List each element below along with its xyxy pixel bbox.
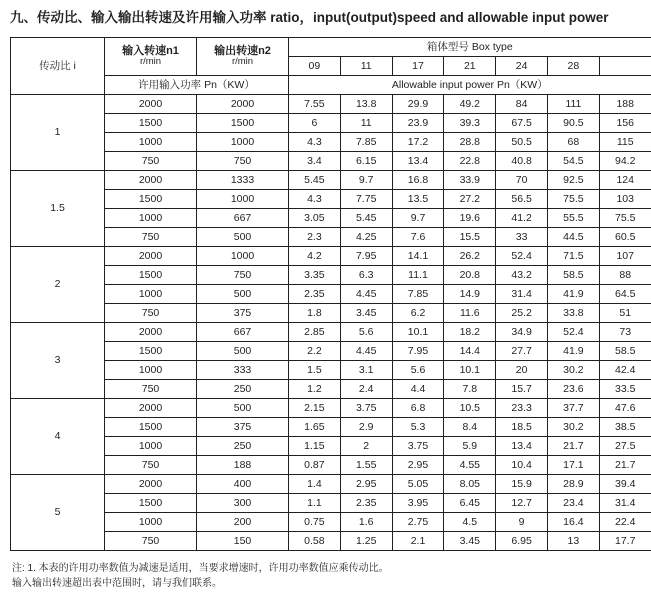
power-cell: 37.7 — [547, 398, 599, 417]
power-cell: 6.15 — [340, 151, 392, 170]
header-row-1 — [11, 37, 651, 56]
output-speed-cell: 500 — [197, 341, 289, 360]
table-row — [11, 436, 651, 455]
power-cell: 6.8 — [392, 398, 444, 417]
power-cell: 5.45 — [289, 170, 341, 189]
output-speed-cell: 667 — [197, 208, 289, 227]
input-speed-cell: 2000 — [105, 94, 197, 113]
power-cell: 23.3 — [496, 398, 548, 417]
output-speed-cell: 750 — [197, 265, 289, 284]
power-cell: 43.2 — [496, 265, 548, 284]
output-speed-cell: 188 — [197, 455, 289, 474]
power-cell: 0.75 — [289, 512, 341, 531]
table-row — [11, 455, 651, 474]
input-speed-cell: 750 — [105, 151, 197, 170]
input-speed-cell: 1500 — [105, 341, 197, 360]
page-title — [10, 10, 645, 27]
output-speed-cell: 333 — [197, 360, 289, 379]
header-box-type-en: Box type — [472, 41, 513, 53]
power-cell: 107 — [599, 246, 651, 265]
power-cell: 2.1 — [392, 531, 444, 550]
input-speed-cell: 2000 — [105, 246, 197, 265]
header-box-type — [289, 37, 651, 56]
power-cell: 22.4 — [599, 512, 651, 531]
note-line-2: 输入输出转速超出表中范围时，请与我们联系。 — [12, 576, 645, 592]
power-cell: 1.8 — [289, 303, 341, 322]
power-cell: 4.45 — [340, 284, 392, 303]
power-cell: 22.8 — [444, 151, 496, 170]
power-cell: 3.45 — [444, 531, 496, 550]
output-speed-cell: 375 — [197, 303, 289, 322]
power-cell: 2.15 — [289, 398, 341, 417]
power-cell: 4.3 — [289, 132, 341, 151]
power-cell: 3.75 — [392, 436, 444, 455]
power-cell: 7.95 — [340, 246, 392, 265]
table-row — [11, 170, 651, 189]
power-cell: 5.05 — [392, 474, 444, 493]
table-row — [11, 398, 651, 417]
table-row — [11, 208, 651, 227]
output-speed-cell: 250 — [197, 436, 289, 455]
power-cell: 3.05 — [289, 208, 341, 227]
power-cell: 5.3 — [392, 417, 444, 436]
header-size-0: 09 — [289, 56, 341, 75]
power-cell: 2.95 — [392, 455, 444, 474]
input-speed-cell: 750 — [105, 379, 197, 398]
power-cell: 2.9 — [340, 417, 392, 436]
power-cell: 9.7 — [340, 170, 392, 189]
power-cell: 6.95 — [496, 531, 548, 550]
power-cell: 30.2 — [547, 417, 599, 436]
power-cell: 6.3 — [340, 265, 392, 284]
power-cell: 14.4 — [444, 341, 496, 360]
power-cell: 39.4 — [599, 474, 651, 493]
table-row — [11, 474, 651, 493]
table-row — [11, 303, 651, 322]
power-cell: 156 — [599, 113, 651, 132]
power-cell: 92.5 — [547, 170, 599, 189]
header-size-2: 17 — [392, 56, 444, 75]
power-cell: 1.25 — [340, 531, 392, 550]
output-speed-cell: 500 — [197, 227, 289, 246]
output-speed-cell: 400 — [197, 474, 289, 493]
power-cell: 115 — [599, 132, 651, 151]
input-speed-cell: 750 — [105, 531, 197, 550]
ratio-cell: 3 — [11, 322, 105, 398]
power-cell: 68 — [547, 132, 599, 151]
header-power-en: Allowable input power Pn（KW） — [289, 75, 651, 94]
input-speed-cell: 2000 — [105, 322, 197, 341]
power-cell: 11 — [340, 113, 392, 132]
header-size-3: 21 — [444, 56, 496, 75]
header-size-5: 28 — [547, 56, 599, 75]
input-speed-cell: 1000 — [105, 284, 197, 303]
power-cell: 34.9 — [496, 322, 548, 341]
power-cell: 188 — [599, 94, 651, 113]
power-cell: 6 — [289, 113, 341, 132]
power-cell: 0.58 — [289, 531, 341, 550]
power-cell: 4.55 — [444, 455, 496, 474]
table-row — [11, 151, 651, 170]
power-cell: 49.2 — [444, 94, 496, 113]
table-header — [11, 37, 651, 94]
power-cell: 41.2 — [496, 208, 548, 227]
input-speed-cell: 1000 — [105, 360, 197, 379]
power-cell: 55.5 — [547, 208, 599, 227]
power-cell: 1.5 — [289, 360, 341, 379]
power-cell: 50.5 — [496, 132, 548, 151]
power-cell: 21.7 — [547, 436, 599, 455]
power-cell: 2 — [340, 436, 392, 455]
power-cell: 8.4 — [444, 417, 496, 436]
power-cell: 67.5 — [496, 113, 548, 132]
power-cell: 111 — [547, 94, 599, 113]
output-speed-cell: 200 — [197, 512, 289, 531]
table-row — [11, 322, 651, 341]
power-cell: 20 — [496, 360, 548, 379]
table-row — [11, 132, 651, 151]
power-cell: 1.65 — [289, 417, 341, 436]
power-cell: 44.5 — [547, 227, 599, 246]
power-cell: 13.8 — [340, 94, 392, 113]
power-cell: 33.8 — [547, 303, 599, 322]
power-cell: 3.75 — [340, 398, 392, 417]
table-row — [11, 265, 651, 284]
input-speed-cell: 1000 — [105, 208, 197, 227]
power-cell: 7.6 — [392, 227, 444, 246]
power-cell: 21.7 — [599, 455, 651, 474]
power-cell: 1.4 — [289, 474, 341, 493]
power-cell: 4.45 — [340, 341, 392, 360]
output-speed-cell: 250 — [197, 379, 289, 398]
header-output-speed — [197, 37, 289, 75]
power-cell: 2.35 — [289, 284, 341, 303]
power-cell: 33.9 — [444, 170, 496, 189]
table-row — [11, 246, 651, 265]
output-speed-cell: 500 — [197, 398, 289, 417]
table-row — [11, 113, 651, 132]
table-row — [11, 284, 651, 303]
power-cell: 1.55 — [340, 455, 392, 474]
power-cell: 5.45 — [340, 208, 392, 227]
power-cell: 41.9 — [547, 341, 599, 360]
header-ratio: 传动比 i — [11, 37, 105, 94]
power-cell: 58.5 — [547, 265, 599, 284]
header-output-speed-cn: 输出转速n2 — [197, 45, 288, 58]
power-cell: 2.3 — [289, 227, 341, 246]
output-speed-cell: 667 — [197, 322, 289, 341]
header-size-1: 11 — [340, 56, 392, 75]
power-cell: 23.4 — [547, 493, 599, 512]
ratio-cell: 5 — [11, 474, 105, 550]
power-cell: 17.1 — [547, 455, 599, 474]
power-cell: 75.5 — [599, 208, 651, 227]
power-cell: 58.5 — [599, 341, 651, 360]
power-cell: 19.6 — [444, 208, 496, 227]
power-cell: 7.85 — [340, 132, 392, 151]
power-cell: 3.4 — [289, 151, 341, 170]
power-cell: 54.5 — [547, 151, 599, 170]
power-cell: 4.2 — [289, 246, 341, 265]
power-cell: 73 — [599, 322, 651, 341]
power-cell: 2.75 — [392, 512, 444, 531]
power-cell: 7.8 — [444, 379, 496, 398]
power-cell: 28.9 — [547, 474, 599, 493]
power-cell: 2.95 — [340, 474, 392, 493]
power-cell: 5.6 — [392, 360, 444, 379]
output-speed-cell: 375 — [197, 417, 289, 436]
power-cell: 30.2 — [547, 360, 599, 379]
power-cell: 7.55 — [289, 94, 341, 113]
power-cell: 8.05 — [444, 474, 496, 493]
power-cell: 1.15 — [289, 436, 341, 455]
header-power-cn: 许用输入功率 Pn（KW） — [105, 75, 289, 94]
power-cell: 10.1 — [392, 322, 444, 341]
power-cell: 17.2 — [392, 132, 444, 151]
power-cell: 13.4 — [496, 436, 548, 455]
power-cell: 51 — [599, 303, 651, 322]
table-row — [11, 189, 651, 208]
power-cell: 20.8 — [444, 265, 496, 284]
power-cell: 27.5 — [599, 436, 651, 455]
power-cell: 4.4 — [392, 379, 444, 398]
power-cell: 94.2 — [599, 151, 651, 170]
power-cell: 7.75 — [340, 189, 392, 208]
power-cell: 42.4 — [599, 360, 651, 379]
power-cell: 3.95 — [392, 493, 444, 512]
output-speed-cell: 2000 — [197, 94, 289, 113]
power-cell: 52.4 — [496, 246, 548, 265]
power-cell: 33 — [496, 227, 548, 246]
power-cell: 23.9 — [392, 113, 444, 132]
page-title-latin: ratio，input(output)speed and allowable input power — [270, 10, 608, 25]
output-speed-cell: 300 — [197, 493, 289, 512]
header-size-4: 24 — [496, 56, 548, 75]
power-cell: 13.5 — [392, 189, 444, 208]
header-input-speed-unit: r/min — [105, 57, 196, 68]
power-cell: 15.5 — [444, 227, 496, 246]
table-row — [11, 417, 651, 436]
power-cell: 4.25 — [340, 227, 392, 246]
power-cell: 56.5 — [496, 189, 548, 208]
power-cell: 29.9 — [392, 94, 444, 113]
power-cell: 41.9 — [547, 284, 599, 303]
power-cell: 84 — [496, 94, 548, 113]
power-cell: 70 — [496, 170, 548, 189]
input-speed-cell: 750 — [105, 303, 197, 322]
header-size-6 — [599, 56, 651, 75]
power-cell: 60.5 — [599, 227, 651, 246]
power-cell: 88 — [599, 265, 651, 284]
power-cell: 71.5 — [547, 246, 599, 265]
power-cell: 124 — [599, 170, 651, 189]
power-cell: 1.1 — [289, 493, 341, 512]
power-cell: 31.4 — [496, 284, 548, 303]
notes — [12, 561, 645, 592]
page-title-cn: 九、传动比、输入输出转速及许用输入功率 — [10, 10, 267, 25]
power-cell: 16.8 — [392, 170, 444, 189]
power-cell: 6.45 — [444, 493, 496, 512]
power-cell: 7.95 — [392, 341, 444, 360]
ratio-cell: 1.5 — [11, 170, 105, 246]
output-speed-cell: 150 — [197, 531, 289, 550]
table-body — [11, 94, 651, 550]
input-speed-cell: 2000 — [105, 170, 197, 189]
header-input-speed — [105, 37, 197, 75]
power-cell: 2.85 — [289, 322, 341, 341]
table-row — [11, 531, 651, 550]
table-row — [11, 493, 651, 512]
power-cell: 28.8 — [444, 132, 496, 151]
power-cell: 12.7 — [496, 493, 548, 512]
input-speed-cell: 1500 — [105, 493, 197, 512]
power-cell: 9.7 — [392, 208, 444, 227]
spec-table — [10, 37, 651, 551]
power-cell: 11.1 — [392, 265, 444, 284]
power-cell: 90.5 — [547, 113, 599, 132]
input-speed-cell: 1000 — [105, 512, 197, 531]
power-cell: 14.9 — [444, 284, 496, 303]
table-row — [11, 227, 651, 246]
input-speed-cell: 1000 — [105, 436, 197, 455]
input-speed-cell: 2000 — [105, 474, 197, 493]
power-cell: 75.5 — [547, 189, 599, 208]
power-cell: 18.2 — [444, 322, 496, 341]
power-cell: 3.1 — [340, 360, 392, 379]
power-cell: 6.2 — [392, 303, 444, 322]
input-speed-cell: 1500 — [105, 265, 197, 284]
power-cell: 23.6 — [547, 379, 599, 398]
power-cell: 33.5 — [599, 379, 651, 398]
power-cell: 1.2 — [289, 379, 341, 398]
power-cell: 10.1 — [444, 360, 496, 379]
power-cell: 25.2 — [496, 303, 548, 322]
power-cell: 14.1 — [392, 246, 444, 265]
ratio-cell: 4 — [11, 398, 105, 474]
output-speed-cell: 1000 — [197, 132, 289, 151]
power-cell: 38.5 — [599, 417, 651, 436]
power-cell: 9 — [496, 512, 548, 531]
power-cell: 27.2 — [444, 189, 496, 208]
power-cell: 64.5 — [599, 284, 651, 303]
power-cell: 4.3 — [289, 189, 341, 208]
output-speed-cell: 1000 — [197, 189, 289, 208]
power-cell: 15.9 — [496, 474, 548, 493]
power-cell: 5.9 — [444, 436, 496, 455]
header-output-speed-unit: r/min — [197, 57, 288, 68]
output-speed-cell: 1000 — [197, 246, 289, 265]
output-speed-cell: 500 — [197, 284, 289, 303]
output-speed-cell: 1333 — [197, 170, 289, 189]
header-row-3 — [11, 75, 651, 94]
power-cell: 15.7 — [496, 379, 548, 398]
power-cell: 31.4 — [599, 493, 651, 512]
power-cell: 40.8 — [496, 151, 548, 170]
power-cell: 13 — [547, 531, 599, 550]
power-cell: 10.4 — [496, 455, 548, 474]
table-row — [11, 341, 651, 360]
power-cell: 52.4 — [547, 322, 599, 341]
power-cell: 0.87 — [289, 455, 341, 474]
power-cell: 5.6 — [340, 322, 392, 341]
ratio-cell: 2 — [11, 246, 105, 322]
power-cell: 3.35 — [289, 265, 341, 284]
header-input-speed-cn: 输入转速n1 — [105, 45, 196, 58]
input-speed-cell: 750 — [105, 227, 197, 246]
power-cell: 39.3 — [444, 113, 496, 132]
power-cell: 1.6 — [340, 512, 392, 531]
power-cell: 47.6 — [599, 398, 651, 417]
output-speed-cell: 750 — [197, 151, 289, 170]
power-cell: 2.35 — [340, 493, 392, 512]
power-cell: 4.5 — [444, 512, 496, 531]
input-speed-cell: 1500 — [105, 113, 197, 132]
power-cell: 3.45 — [340, 303, 392, 322]
power-cell: 13.4 — [392, 151, 444, 170]
table-row — [11, 360, 651, 379]
table-row — [11, 379, 651, 398]
input-speed-cell: 1500 — [105, 417, 197, 436]
input-speed-cell: 1500 — [105, 189, 197, 208]
power-cell: 18.5 — [496, 417, 548, 436]
power-cell: 2.2 — [289, 341, 341, 360]
output-speed-cell: 1500 — [197, 113, 289, 132]
power-cell: 26.2 — [444, 246, 496, 265]
table-row — [11, 512, 651, 531]
input-speed-cell: 2000 — [105, 398, 197, 417]
power-cell: 11.6 — [444, 303, 496, 322]
header-box-type-cn: 箱体型号 — [427, 41, 469, 53]
power-cell: 2.4 — [340, 379, 392, 398]
ratio-cell: 1 — [11, 94, 105, 170]
note-line-1: 注: 1. 本表的许用功率数值为减速是适用，当要求增速时，许用功率数值应乘传动比。 — [12, 561, 645, 577]
power-cell: 16.4 — [547, 512, 599, 531]
power-cell: 10.5 — [444, 398, 496, 417]
power-cell: 17.7 — [599, 531, 651, 550]
input-speed-cell: 1000 — [105, 132, 197, 151]
power-cell: 7.85 — [392, 284, 444, 303]
power-cell: 103 — [599, 189, 651, 208]
power-cell: 27.7 — [496, 341, 548, 360]
input-speed-cell: 750 — [105, 455, 197, 474]
table-row — [11, 94, 651, 113]
